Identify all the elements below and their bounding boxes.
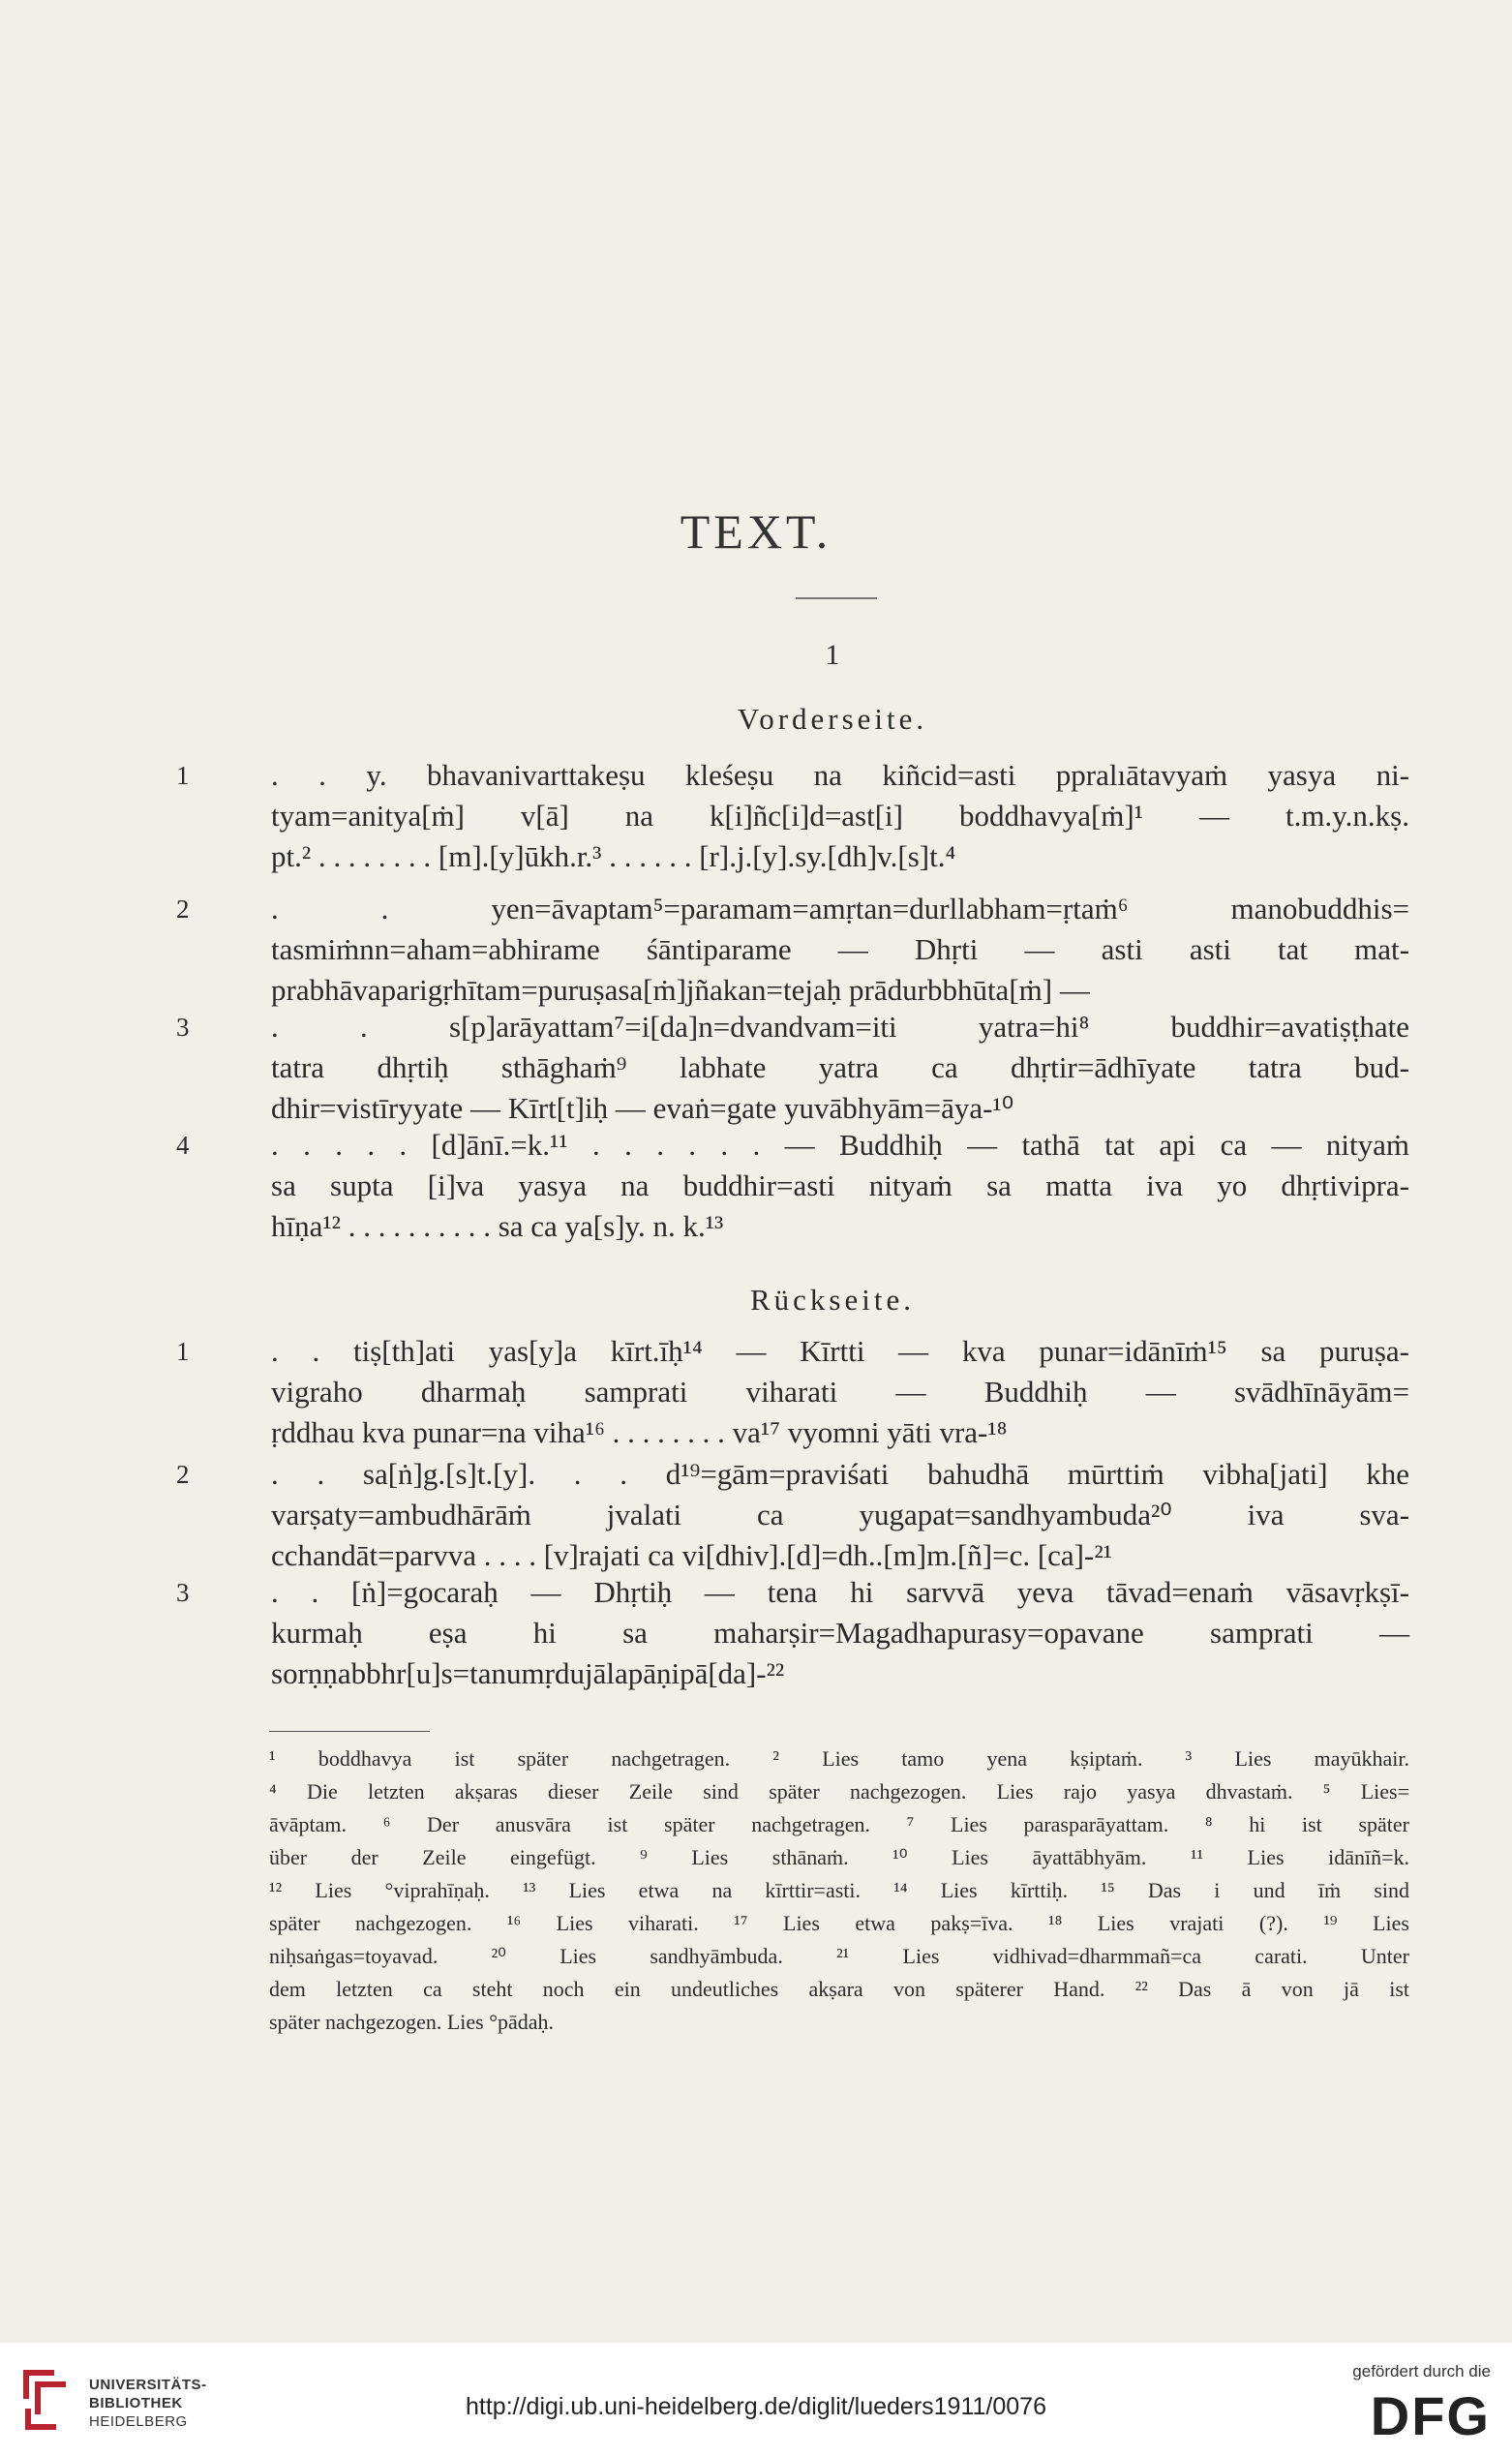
title-rule xyxy=(796,597,877,599)
verse-line: tatra dhṛtiḥ sthāghaṁ⁹ labhate yatra ca dhṛtir=ādhīyate tatra bud- xyxy=(271,1050,1409,1084)
footnote-line: dem letzten ca steht noch ein undeutliches akṣara von späterer Hand. ²² Das ā von jā ist xyxy=(269,1977,1409,2001)
dfg-logo: DFG xyxy=(1370,2385,1491,2446)
verse-line: . . . . . [d]ānī.=k.¹¹ . . . . . . — Buddhiḥ — tathā tat api ca — nityaṁ xyxy=(271,1128,1409,1162)
footnote-line: āvāptam. ⁶ Der anusvāra ist später nachgetragen. ⁷ Lies parasparāyattam. ⁸ hi ist später xyxy=(269,1812,1409,1836)
footnote-line: später nachgezogen. Lies °pādaḥ. xyxy=(269,2010,555,2034)
verse-line: pt.² . . . . . . . . [m].[y]ūkh.r.³ . . . . . . [r].j.[y].sy.[dh]v.[s]t.⁴ xyxy=(271,839,956,873)
footnote-line: über der Zeile eingefügt. ⁹ Lies sthānaṁ. ¹⁰ Lies āyattābhyām. ¹¹ Lies idānīñ=k. xyxy=(269,1845,1409,1869)
front-verse-3 xyxy=(176,1007,1409,1129)
back-heading: Rückseite. xyxy=(750,1283,915,1317)
verse-line: prabhāvaparigṛhītam=puruṣasa[ṁ]jñakan=tejaḥ prādurbbhūta[ṁ] — xyxy=(271,973,1090,1007)
front-heading: Vorderseite. xyxy=(737,702,928,736)
footnote-line: niḥsaṅgas=toyavad. ²⁰ Lies sandhyāmbuda. ²¹ Lies vidhivad=dharmmañ=ca carati. Unter xyxy=(269,1944,1409,1968)
verse-number: 2 xyxy=(176,1460,190,1489)
verse-line: kurmaḥ eṣa hi sa maharṣir=Magadhapurasy=opavane samprati — xyxy=(271,1616,1409,1650)
verse-line: . . yen=āvaptam⁵=paramam=amṛtan=durllabham=ṛtaṁ⁶ manobuddhis= xyxy=(271,892,1409,925)
library-name-line: HEIDELBERG xyxy=(89,2413,188,2430)
page-title: TEXT. xyxy=(680,504,832,559)
footnotes xyxy=(269,1743,1409,2039)
funding-caption: gefördert durch die xyxy=(1352,2362,1491,2380)
verse-number: 1 xyxy=(176,761,190,790)
verse-number: 1 xyxy=(176,1337,190,1366)
verse-line: . . [ṅ]=gocaraḥ — Dhṛtiḥ — tena hi sarvvā yeva tāvad=enaṁ vāsavṛkṣī- xyxy=(271,1575,1409,1609)
back-verse-3 xyxy=(176,1572,1409,1694)
footnote-rule xyxy=(269,1731,430,1732)
front-verse-1 xyxy=(176,755,1409,877)
verse-line: . . y. bhavanivarttakeṣu kleśeṣu na kiñcid=asti ppralıātavyaṁ yasya ni- xyxy=(271,758,1409,792)
footnote-line: später nachgezogen. ¹⁶ Lies viharati. ¹⁷ Lies etwa pakṣ=īva. ¹⁸ Lies vrajati (?). ¹⁹ Lies xyxy=(269,1911,1409,1935)
verse-line: hīṇa¹² . . . . . . . . . . sa ca ya[s]y. n. k.¹³ xyxy=(271,1209,724,1243)
verse-line: ṛddhau kva punar=na viha¹⁶ . . . . . . . . va¹⁷ vyomni yāti vra-¹⁸ xyxy=(271,1415,1008,1449)
verse-number: 4 xyxy=(176,1131,190,1160)
verse-line: varṣaty=ambudhārāṁ jvalati ca yugapat=sandhyambuda²⁰ iva sva- xyxy=(271,1498,1409,1531)
verse-line: tyam=anitya[ṁ] v[ā] na k[i]ñc[i]d=ast[i] boddhavya[ṁ]¹ — t.m.y.n.kṣ. xyxy=(271,799,1409,833)
front-verse-2 xyxy=(176,889,1409,1011)
library-name-line: BIBLIOTHEK xyxy=(89,2395,183,2411)
back-verse-2 xyxy=(176,1454,1409,1576)
verse-number: 3 xyxy=(176,1578,190,1607)
footnote-line: ¹ boddhavya ist später nachgetragen. ² Lies tamo yena kṣiptaṁ. ³ Lies mayūkhair. xyxy=(269,1746,1409,1771)
verse-line: tasmiṁnn=aham=abhirame śāntiparame — Dhṛti — asti asti tat mat- xyxy=(271,932,1409,966)
verse-line: . . s[p]arāyattam⁷=i[da]n=dvandvam=iti yatra=hi⁸ buddhir=avatiṣṭhate xyxy=(271,1010,1409,1044)
verse-line: cchandāt=parvva . . . . [v]rajati ca vi[dhiv].[d]=dh..[m]m.[ñ]=c. [ca]-²¹ xyxy=(271,1538,1112,1572)
verse-line: sa supta [i]va yasya na buddhir=asti nityaṁ sa matta iva yo dhṛtivipra- xyxy=(271,1168,1409,1202)
section-number: 1 xyxy=(825,639,840,671)
library-name-line: UNIVERSITÄTS- xyxy=(89,2377,207,2393)
verse-line: . . tiṣ[th]ati yas[y]a kīrt.īḥ¹⁴ — Kīrtti — kva punar=idānīṁ¹⁵ sa puruṣa- xyxy=(271,1334,1409,1368)
footnote-line: ⁴ Die letzten akṣaras dieser Zeile sind später nachgezogen. Lies rajo yasya dhvastaṁ. ⁵ Lies= xyxy=(269,1779,1409,1804)
verse-line: vigraho dharmaḥ samprati viharati — Buddhiḥ — svādhīnāyām= xyxy=(271,1375,1409,1409)
front-verse-4 xyxy=(176,1125,1409,1247)
verse-line: dhir=vistīryyate — Kīrt[t]iḥ — evaṅ=gate yuvābhyām=āya-¹⁰ xyxy=(271,1091,1014,1125)
verse-number: 3 xyxy=(176,1013,190,1042)
back-verse-1 xyxy=(176,1331,1409,1453)
verse-line: sorṇṇabbhr[u]s=tanumṛdujālapāṇipā[da]-²² xyxy=(271,1656,785,1690)
verse-number: 2 xyxy=(176,894,190,924)
source-url-link[interactable]: http://digi.ub.uni-heidelberg.de/diglit/lueders1911/0076 xyxy=(466,2393,1046,2420)
verse-line: . . sa[ṅ]g.[s]t.[y]. . . d¹⁹=gām=praviśati bahudhā mūrttiṁ vibha[jati] khe xyxy=(271,1457,1409,1491)
footnote-line: ¹² Lies °viprahīṇaḥ. ¹³ Lies etwa na kīrttir=asti. ¹⁴ Lies kīrttiḥ. ¹⁵ Das i und īṁ sind xyxy=(269,1878,1409,1902)
footer-bar xyxy=(0,2343,1512,2456)
